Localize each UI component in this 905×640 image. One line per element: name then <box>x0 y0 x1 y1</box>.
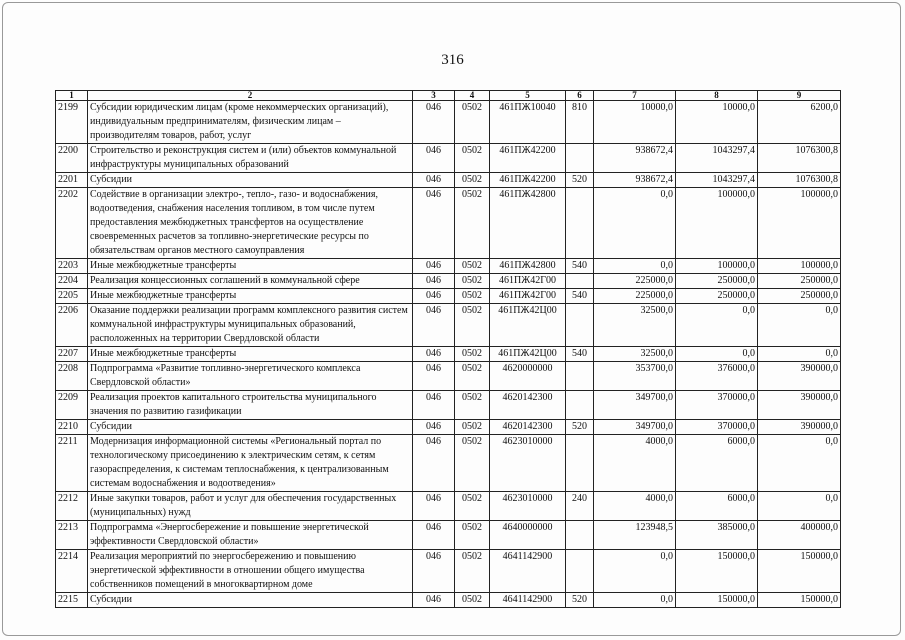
amount-year-3: 0,0 <box>758 492 841 521</box>
section-code: 0502 <box>455 362 490 391</box>
amount-year-1: 32500,0 <box>594 304 676 347</box>
target-code: 4620142300 <box>490 391 566 420</box>
row-number: 2210 <box>56 420 88 435</box>
amount-year-3: 0,0 <box>758 347 841 362</box>
amount-year-2: 150000,0 <box>676 593 758 608</box>
row-name: Реализация мероприятий по энергосбережению и повышению энергетической эффективности в отношении общего имущества собственников помещений в многоквартирном доме <box>88 550 413 593</box>
row-name: Оказание поддержки реализации программ комплексного развития систем коммунальной инфраструктуры муниципальных образований, расположенных на территории Свердловской области <box>88 304 413 347</box>
target-code: 461ПЖ42200 <box>490 173 566 188</box>
target-code: 4620142300 <box>490 420 566 435</box>
column-header: 1 <box>56 91 88 101</box>
amount-year-1: 0,0 <box>594 188 676 259</box>
amount-year-1: 4000,0 <box>594 492 676 521</box>
row-number: 2206 <box>56 304 88 347</box>
table-row <box>56 593 841 608</box>
target-code: 4640000000 <box>490 521 566 550</box>
amount-year-3: 150000,0 <box>758 593 841 608</box>
target-code: 461ПЖ42Г00 <box>490 274 566 289</box>
section-code: 0502 <box>455 274 490 289</box>
amount-year-2: 150000,0 <box>676 550 758 593</box>
amount-year-2: 6000,0 <box>676 492 758 521</box>
row-number: 2205 <box>56 289 88 304</box>
amount-year-3: 390000,0 <box>758 420 841 435</box>
target-code: 461ПЖ42Ц00 <box>490 304 566 347</box>
section-code: 0502 <box>455 347 490 362</box>
amount-year-1: 938672,4 <box>594 173 676 188</box>
amount-year-2: 250000,0 <box>676 289 758 304</box>
amount-year-2: 6000,0 <box>676 435 758 492</box>
admin-code: 046 <box>413 521 455 550</box>
section-code: 0502 <box>455 304 490 347</box>
admin-code: 046 <box>413 101 455 144</box>
row-number: 2202 <box>56 188 88 259</box>
row-name: Иные межбюджетные трансферты <box>88 289 413 304</box>
row-name: Субсидии <box>88 173 413 188</box>
amount-year-3: 400000,0 <box>758 521 841 550</box>
row-name: Подпрограмма «Энергосбережение и повышение энергетической эффективности Свердловской области» <box>88 521 413 550</box>
row-number: 2200 <box>56 144 88 173</box>
target-code: 461ПЖ42200 <box>490 144 566 173</box>
section-code: 0502 <box>455 435 490 492</box>
row-number: 2199 <box>56 101 88 144</box>
amount-year-2: 100000,0 <box>676 188 758 259</box>
expense-type-code: 540 <box>566 289 594 304</box>
expense-type-code <box>566 362 594 391</box>
amount-year-3: 1076300,8 <box>758 144 841 173</box>
section-code: 0502 <box>455 259 490 274</box>
amount-year-2: 0,0 <box>676 347 758 362</box>
admin-code: 046 <box>413 550 455 593</box>
table-row <box>56 550 841 593</box>
row-number: 2204 <box>56 274 88 289</box>
amount-year-3: 0,0 <box>758 304 841 347</box>
amount-year-3: 6200,0 <box>758 101 841 144</box>
row-number: 2201 <box>56 173 88 188</box>
amount-year-3: 100000,0 <box>758 259 841 274</box>
expense-type-code <box>566 435 594 492</box>
target-code: 4623010000 <box>490 492 566 521</box>
amount-year-1: 225000,0 <box>594 274 676 289</box>
column-header: 8 <box>676 91 758 101</box>
amount-year-3: 250000,0 <box>758 289 841 304</box>
amount-year-2: 370000,0 <box>676 420 758 435</box>
expense-type-code: 520 <box>566 593 594 608</box>
amount-year-2: 250000,0 <box>676 274 758 289</box>
row-name: Субсидии <box>88 420 413 435</box>
row-name: Реализация проектов капитального строительства муниципального значения по развитию газификации <box>88 391 413 420</box>
amount-year-1: 32500,0 <box>594 347 676 362</box>
section-code: 0502 <box>455 188 490 259</box>
column-header: 4 <box>455 91 490 101</box>
section-code: 0502 <box>455 173 490 188</box>
amount-year-1: 938672,4 <box>594 144 676 173</box>
amount-year-3: 390000,0 <box>758 391 841 420</box>
table-row <box>56 259 841 274</box>
amount-year-1: 349700,0 <box>594 391 676 420</box>
target-code: 461ПЖ42800 <box>490 259 566 274</box>
row-name: Иные закупки товаров, работ и услуг для обеспечения государственных (муниципальных) нужд <box>88 492 413 521</box>
table-row <box>56 521 841 550</box>
row-name: Строительство и реконструкция систем и (или) объектов коммунальной инфраструктуры муниципальных образований <box>88 144 413 173</box>
row-number: 2203 <box>56 259 88 274</box>
amount-year-1: 0,0 <box>594 259 676 274</box>
amount-year-3: 100000,0 <box>758 188 841 259</box>
section-code: 0502 <box>455 391 490 420</box>
section-code: 0502 <box>455 144 490 173</box>
target-code: 4620000000 <box>490 362 566 391</box>
amount-year-2: 1043297,4 <box>676 173 758 188</box>
target-code: 4641142900 <box>490 593 566 608</box>
row-name: Подпрограмма «Развитие топливно-энергетического комплекса Свердловской области» <box>88 362 413 391</box>
expense-type-code <box>566 391 594 420</box>
row-number: 2212 <box>56 492 88 521</box>
expense-type-code <box>566 521 594 550</box>
column-header: 6 <box>566 91 594 101</box>
expense-type-code: 520 <box>566 173 594 188</box>
table-row <box>56 173 841 188</box>
expense-type-code: 540 <box>566 259 594 274</box>
admin-code: 046 <box>413 274 455 289</box>
target-code: 461ПЖ42Г00 <box>490 289 566 304</box>
section-code: 0502 <box>455 521 490 550</box>
row-number: 2211 <box>56 435 88 492</box>
amount-year-2: 370000,0 <box>676 391 758 420</box>
admin-code: 046 <box>413 259 455 274</box>
admin-code: 046 <box>413 492 455 521</box>
expense-type-code <box>566 188 594 259</box>
header-row <box>56 91 841 101</box>
amount-year-1: 225000,0 <box>594 289 676 304</box>
row-name: Содействие в организации электро-, тепло-, газо- и водоснабжения, водоотведения, снабжения населения топливом, в том числе путем предоставления межбюджетных трансфертов на осуществление своевременных расчетов за топливно-энергетические ресурсы по обязательствам органов местного самоуправления <box>88 188 413 259</box>
row-number: 2215 <box>56 593 88 608</box>
table-row <box>56 101 841 144</box>
amount-year-3: 150000,0 <box>758 550 841 593</box>
table-row <box>56 435 841 492</box>
admin-code: 046 <box>413 347 455 362</box>
table-row <box>56 391 841 420</box>
amount-year-2: 385000,0 <box>676 521 758 550</box>
table-row <box>56 492 841 521</box>
section-code: 0502 <box>455 289 490 304</box>
admin-code: 046 <box>413 362 455 391</box>
amount-year-3: 250000,0 <box>758 274 841 289</box>
row-number: 2214 <box>56 550 88 593</box>
row-number: 2208 <box>56 362 88 391</box>
table-row <box>56 144 841 173</box>
budget-table <box>55 90 841 608</box>
table-row <box>56 420 841 435</box>
table-row <box>56 362 841 391</box>
row-name: Иные межбюджетные трансферты <box>88 259 413 274</box>
target-code: 461ПЖ42Ц00 <box>490 347 566 362</box>
column-header: 7 <box>594 91 676 101</box>
amount-year-1: 4000,0 <box>594 435 676 492</box>
row-name: Иные межбюджетные трансферты <box>88 347 413 362</box>
section-code: 0502 <box>455 593 490 608</box>
amount-year-2: 100000,0 <box>676 259 758 274</box>
admin-code: 046 <box>413 289 455 304</box>
amount-year-2: 0,0 <box>676 304 758 347</box>
amount-year-3: 390000,0 <box>758 362 841 391</box>
target-code: 461ПЖ10040 <box>490 101 566 144</box>
row-name: Субсидии юридическим лицам (кроме некоммерческих организаций), индивидуальным предпринимателям, физическим лицам – производителям товаров, работ, услуг <box>88 101 413 144</box>
expense-type-code <box>566 274 594 289</box>
expense-type-code <box>566 144 594 173</box>
table-row <box>56 274 841 289</box>
table-row <box>56 347 841 362</box>
row-number: 2207 <box>56 347 88 362</box>
admin-code: 046 <box>413 144 455 173</box>
admin-code: 046 <box>413 593 455 608</box>
amount-year-2: 1043297,4 <box>676 144 758 173</box>
amount-year-1: 0,0 <box>594 593 676 608</box>
expense-type-code: 520 <box>566 420 594 435</box>
table-row <box>56 188 841 259</box>
section-code: 0502 <box>455 550 490 593</box>
table-row <box>56 289 841 304</box>
row-name: Реализация концессионных соглашений в коммунальной сфере <box>88 274 413 289</box>
admin-code: 046 <box>413 420 455 435</box>
amount-year-1: 0,0 <box>594 550 676 593</box>
column-header: 5 <box>490 91 566 101</box>
target-code: 4641142900 <box>490 550 566 593</box>
amount-year-2: 376000,0 <box>676 362 758 391</box>
expense-type-code <box>566 304 594 347</box>
expense-type-code: 540 <box>566 347 594 362</box>
amount-year-3: 0,0 <box>758 435 841 492</box>
admin-code: 046 <box>413 304 455 347</box>
amount-year-1: 349700,0 <box>594 420 676 435</box>
column-header: 9 <box>758 91 841 101</box>
amount-year-1: 123948,5 <box>594 521 676 550</box>
admin-code: 046 <box>413 435 455 492</box>
row-name: Модернизация информационной системы «Региональный портал по технологическому присоединению к электрическим сетям, к сетям газораспределения, к системам теплоснабжения, к централизованным системам водоснабжения и водоотведения» <box>88 435 413 492</box>
amount-year-2: 10000,0 <box>676 101 758 144</box>
expense-type-code: 810 <box>566 101 594 144</box>
table-row <box>56 304 841 347</box>
amount-year-1: 10000,0 <box>594 101 676 144</box>
amount-year-3: 1076300,8 <box>758 173 841 188</box>
admin-code: 046 <box>413 391 455 420</box>
section-code: 0502 <box>455 492 490 521</box>
target-code: 461ПЖ42800 <box>490 188 566 259</box>
row-number: 2213 <box>56 521 88 550</box>
expense-type-code: 240 <box>566 492 594 521</box>
admin-code: 046 <box>413 188 455 259</box>
row-number: 2209 <box>56 391 88 420</box>
column-header: 2 <box>88 91 413 101</box>
column-header: 3 <box>413 91 455 101</box>
page-number: 316 <box>441 52 464 68</box>
row-name: Субсидии <box>88 593 413 608</box>
section-code: 0502 <box>455 420 490 435</box>
expense-type-code <box>566 550 594 593</box>
admin-code: 046 <box>413 173 455 188</box>
section-code: 0502 <box>455 101 490 144</box>
amount-year-1: 353700,0 <box>594 362 676 391</box>
target-code: 4623010000 <box>490 435 566 492</box>
